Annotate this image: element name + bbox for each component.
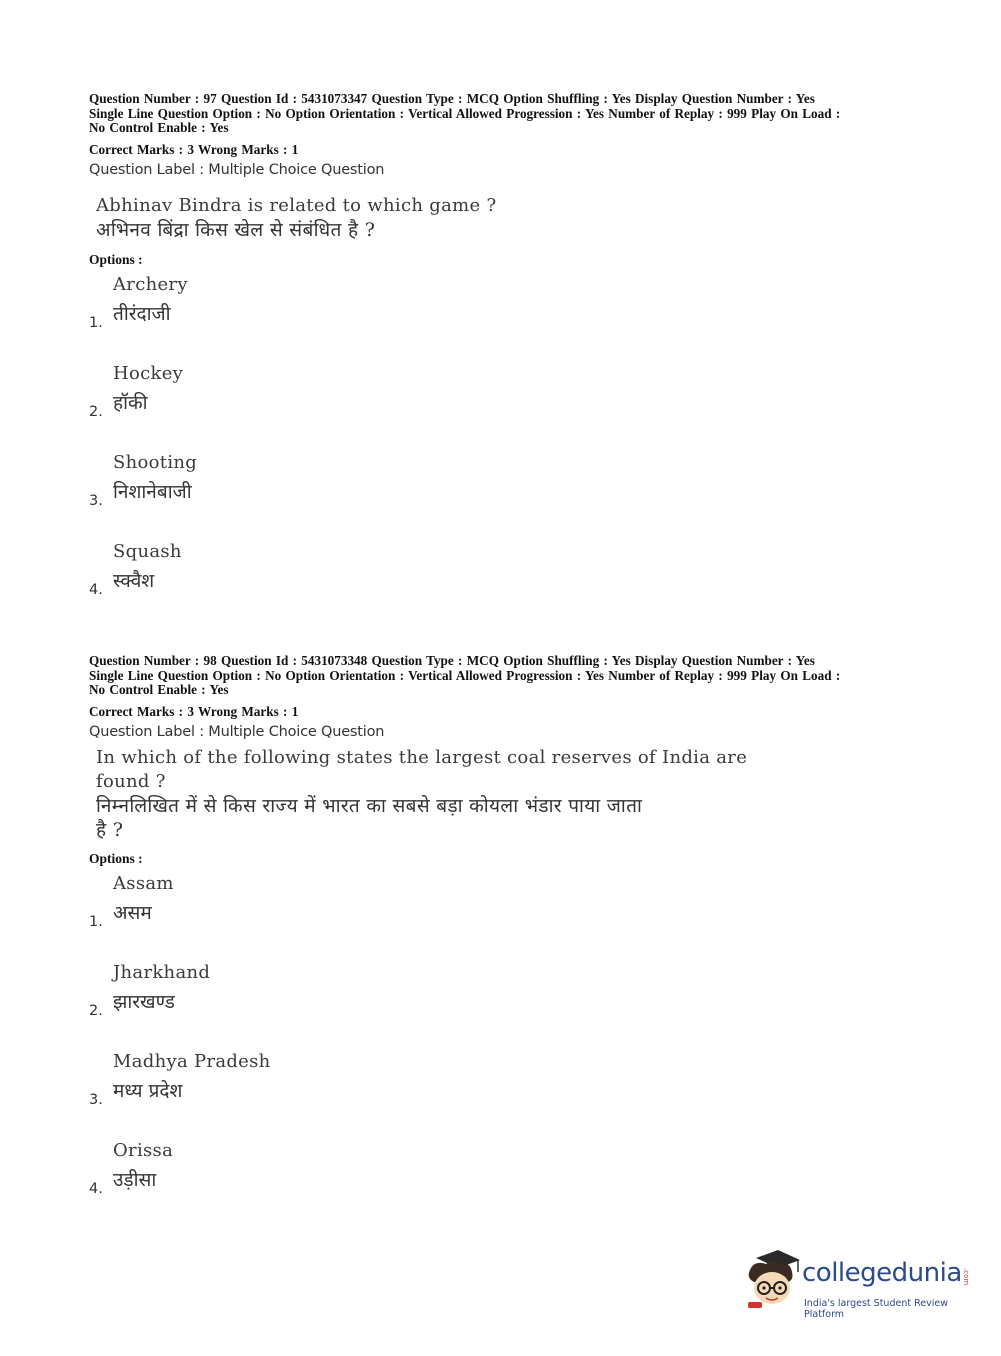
collegedunia-logo[interactable] [744, 1248, 974, 1318]
option-text-hi: झारखण्ड [113, 990, 175, 1013]
option-number: 4. [89, 1180, 103, 1197]
option-text-hi: निशानेबाजी [113, 480, 192, 503]
option-text-en: Archery [113, 273, 188, 295]
logo-suffix: .com [962, 1268, 970, 1286]
question-label: Question Label : Multiple Choice Question [89, 723, 385, 740]
question-text [96, 746, 919, 842]
option-1[interactable] [89, 274, 919, 363]
option-text-en: Shooting [113, 451, 198, 473]
marks-line: Correct Marks : 3 Wrong Marks : 1 [89, 703, 299, 719]
option-number: 2. [89, 1002, 103, 1019]
question-98 [89, 654, 919, 1229]
meta-line: No Control Enable : Yes [89, 120, 229, 135]
option-text-hi: मध्य प्रदेश [113, 1079, 183, 1102]
option-text-en: Orissa [113, 1139, 174, 1161]
options-label: Options : [89, 850, 143, 866]
option-2[interactable] [89, 363, 919, 452]
meta-line: No Control Enable : Yes [89, 682, 229, 697]
option-text-hi: असम [113, 901, 152, 924]
question-text-hi-cont: है ? [96, 818, 124, 841]
marks-line: Correct Marks : 3 Wrong Marks : 1 [89, 141, 299, 157]
question-97 [89, 92, 919, 630]
option-4[interactable] [89, 541, 919, 630]
option-number: 3. [89, 1091, 103, 1108]
logo-tagline: India's largest Student Review Platform [804, 1298, 948, 1320]
question-text-en-cont: found ? [96, 770, 166, 792]
option-text-en: Assam [113, 872, 174, 894]
option-3[interactable] [89, 452, 919, 541]
option-text-hi: हॉकी [113, 391, 148, 414]
option-text-hi: स्क्वैश [113, 569, 155, 592]
question-text-hi: निम्नलिखित में से किस राज्य में भारत का सबसे बड़ा कोयला भंडार पाया जाता [96, 794, 643, 817]
option-text-en: Squash [113, 540, 182, 562]
meta-line: Single Line Question Option : No Option Orientation : Vertical Allowed Progression : Yes Number of Replay : 999 Play On Load : [89, 105, 841, 121]
options-label: Options : [89, 251, 143, 267]
question-label: Question Label : Multiple Choice Question [89, 161, 385, 178]
option-number: 2. [89, 403, 103, 420]
option-number: 3. [89, 492, 103, 509]
option-number: 4. [89, 581, 103, 598]
option-2[interactable] [89, 962, 919, 1051]
question-text-en: In which of the following states the largest coal reserves of India are [96, 746, 748, 768]
meta-line: Single Line Question Option : No Option Orientation : Vertical Allowed Progression : Yes Number of Replay : 999 Play On Load : [89, 667, 841, 683]
option-4[interactable] [89, 1140, 919, 1229]
option-text-hi: तीरंदाजी [113, 302, 171, 325]
question-meta [89, 654, 919, 698]
option-text-hi: उड़ीसा [113, 1168, 157, 1191]
option-1[interactable] [89, 873, 919, 962]
question-text-en: Abhinav Bindra is related to which game ? [96, 194, 497, 216]
mascot-icon [744, 1248, 802, 1310]
logo-wordmark: collegedunia [802, 1258, 962, 1288]
question-meta [89, 92, 919, 136]
option-text-en: Jharkhand [113, 961, 211, 983]
option-text-en: Hockey [113, 362, 184, 384]
option-text-en: Madhya Pradesh [113, 1050, 271, 1072]
meta-line: Question Number : 97 Question Id : 5431073347 Question Type : MCQ Option Shuffling : Yes Display Question Number : Yes [89, 91, 815, 106]
question-text [96, 194, 919, 242]
option-3[interactable] [89, 1051, 919, 1140]
option-number: 1. [89, 913, 103, 930]
meta-line: Question Number : 98 Question Id : 5431073348 Question Type : MCQ Option Shuffling : Yes Display Question Number : Yes [89, 653, 815, 668]
question-text-hi: अभिनव बिंद्रा किस खेल से संबंधित है ? [96, 218, 376, 241]
option-number: 1. [89, 314, 103, 331]
